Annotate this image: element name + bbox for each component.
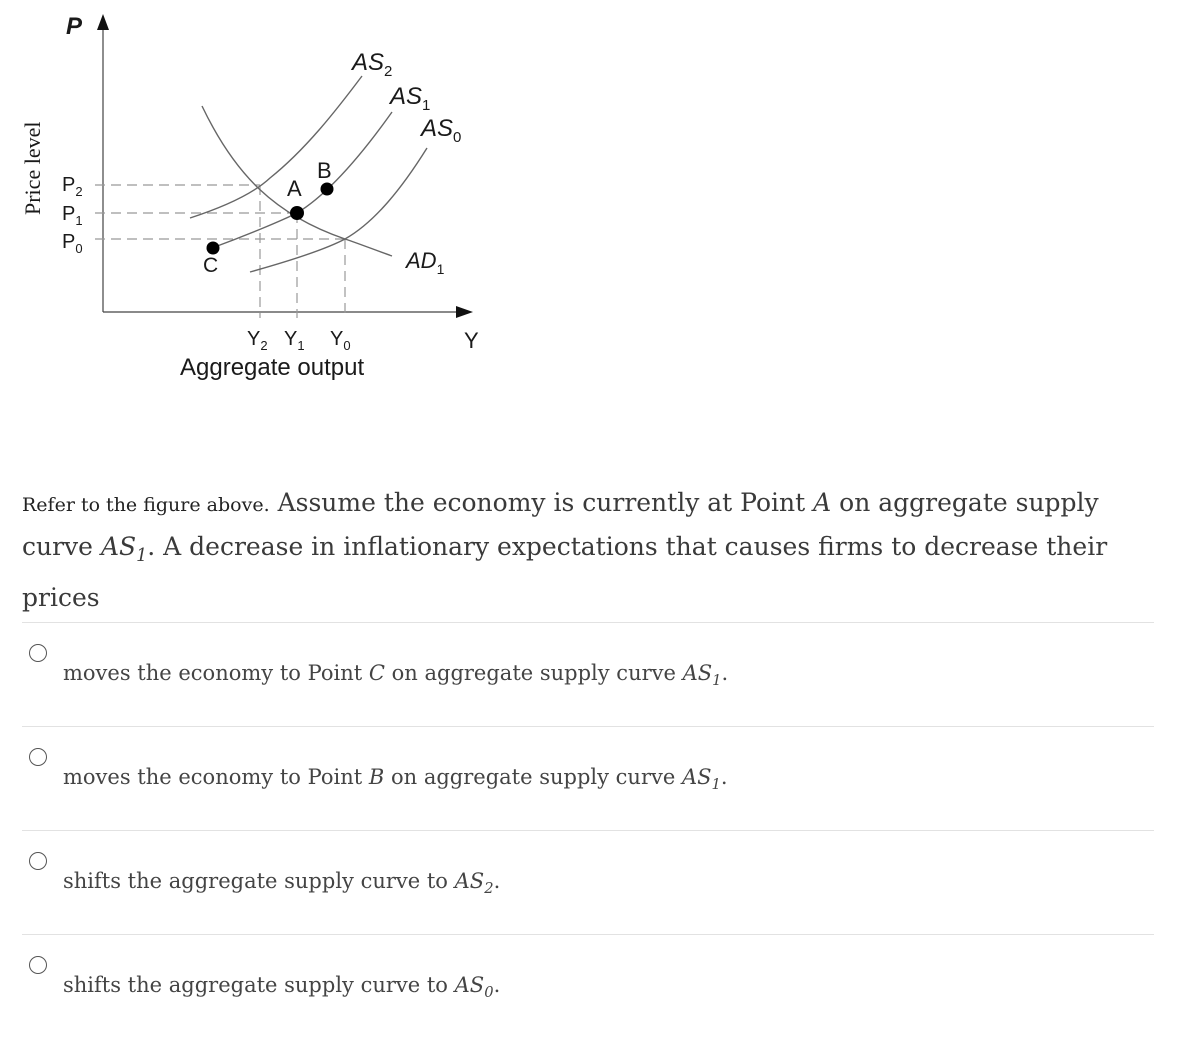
question-lead: Refer to the figure above. [22,494,270,516]
point-c-label: C [203,254,219,277]
question-part2: on aggregate supply [839,488,1099,517]
y-axis-label: Y [464,328,479,353]
point-a-label: A [287,176,302,201]
option-4-text: shifts the aggregate supply curve to $AS_0$. [63,973,501,1002]
point-a-dot [290,206,304,220]
price-level-title: Price level [20,121,45,215]
as0-curve [250,148,427,272]
question-text [22,482,1152,619]
p2-label: $P_2$ [62,174,83,199]
aggregate-output-title: Aggregate output [180,354,365,381]
option-2-radio[interactable] [29,748,47,766]
option-1-radio[interactable] [29,644,47,662]
ad1-label: $AD_1$ [406,248,445,277]
as1-label: $AS_1$ [390,83,431,114]
answer-options [22,622,1154,1038]
y1-label: $Y_1$ [284,328,305,353]
as1-curve [212,112,392,248]
option-3-text: shifts the aggregate supply curve to $AS_2$. [63,869,501,898]
answer-option-3[interactable] [22,830,1154,934]
point-b-dot [321,183,334,196]
y0-label: $Y_0$ [330,328,351,353]
option-2-text: moves the economy to Point B on aggregate supply curve $AS_1$. [63,765,728,794]
p-axis-label: P [66,13,83,40]
question-point: A [813,488,832,517]
as2-label: $AS_2$ [352,49,393,80]
point-b-label: B [317,158,332,183]
question-part1: Assume the economy is currently at Point [277,488,806,517]
answer-option-2[interactable] [22,726,1154,830]
p1-label: $P_1$ [62,203,83,228]
question-part4: . A decrease in inflationary expectations that causes firms to decrease their prices [22,532,1108,612]
p0-label: $P_0$ [62,231,83,256]
output-axis-arrow [456,306,473,318]
question-part3: curve [22,532,93,561]
as-ad-figure [0,0,520,400]
as0-label: $AS_0$ [421,115,462,146]
option-1-text: moves the economy to Point C on aggregate supply curve $AS_1$. [63,661,729,690]
question-curve: $AS_1$ [100,532,148,566]
option-4-radio[interactable] [29,956,47,974]
answer-option-4[interactable] [22,934,1154,1038]
answer-option-1[interactable] [22,622,1154,726]
price-axis-arrow [97,14,109,30]
y2-label: $Y_2$ [247,328,268,353]
point-c-dot [207,242,220,255]
as2-curve [190,76,362,218]
guide-lines [95,185,345,318]
option-3-radio[interactable] [29,852,47,870]
